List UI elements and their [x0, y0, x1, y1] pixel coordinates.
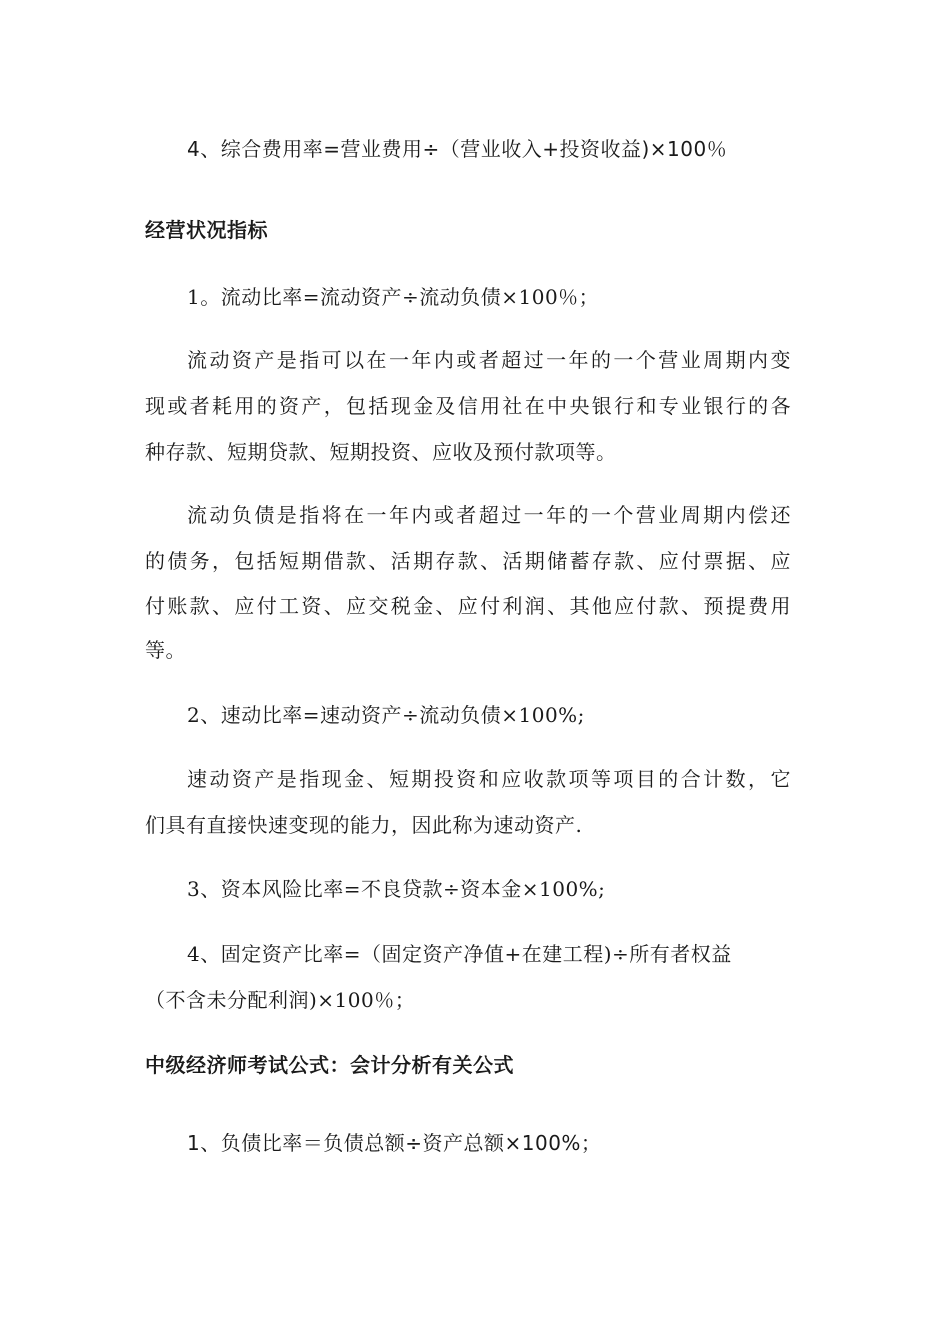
paragraph-quick-assets-line-1: 速动资产是指现金、短期投资和应收款项等项目的合计数，它 — [187, 767, 791, 791]
formula-fixed-asset-ratio-line-1: 4、固定资产比率=（固定资产净值+在建工程)÷所有者权益 — [187, 942, 732, 966]
formula-comprehensive-expense-ratio: 4、综合费用率=营业费用÷（营业收入+投资收益)×100％ — [187, 137, 728, 161]
paragraph-current-assets-line-1: 流动资产是指可以在一年内或者超过一年的一个营业周期内变 — [187, 348, 791, 372]
formula-current-ratio: 1。流动比率=流动资产÷流动负债×100％； — [187, 285, 600, 309]
paragraph-current-liabilities-line-1: 流动负债是指将在一年内或者超过一年的一个营业周期内偿还 — [187, 503, 791, 527]
paragraph-current-liabilities-line-2: 的债务，包括短期借款、活期存款、活期储蓄存款、应付票据、应 — [145, 549, 791, 573]
paragraph-current-assets-line-3: 种存款、短期贷款、短期投资、应收及预付款项等。 — [145, 440, 617, 464]
formula-debt-ratio: 1、负债比率＝负债总额÷资产总额×100%； — [187, 1131, 602, 1155]
formula-quick-ratio: 2、速动比率=速动资产÷流动负债×100%; — [187, 703, 585, 727]
paragraph-current-assets-line-2: 现或者耗用的资产，包括现金及信用社在中央银行和专业银行的各 — [145, 394, 791, 418]
paragraph-current-liabilities-line-3: 付账款、应付工资、应交税金、应付利润、其他应付款、预提费用 — [145, 594, 791, 618]
section-heading-accounting-analysis-formulas: 中级经济师考试公式：会计分析有关公式 — [145, 1053, 514, 1077]
paragraph-quick-assets-line-2: 们具有直接快速变现的能力，因此称为速动资产. — [145, 813, 583, 837]
paragraph-current-liabilities-line-4: 等。 — [145, 638, 186, 662]
formula-fixed-asset-ratio-line-2: （不含未分配利润)×100％； — [145, 988, 416, 1012]
section-heading-operating-indicators: 经营状况指标 — [145, 218, 268, 242]
formula-capital-risk-ratio: 3、资本风险比率=不良贷款÷资本金×100%; — [187, 877, 606, 901]
